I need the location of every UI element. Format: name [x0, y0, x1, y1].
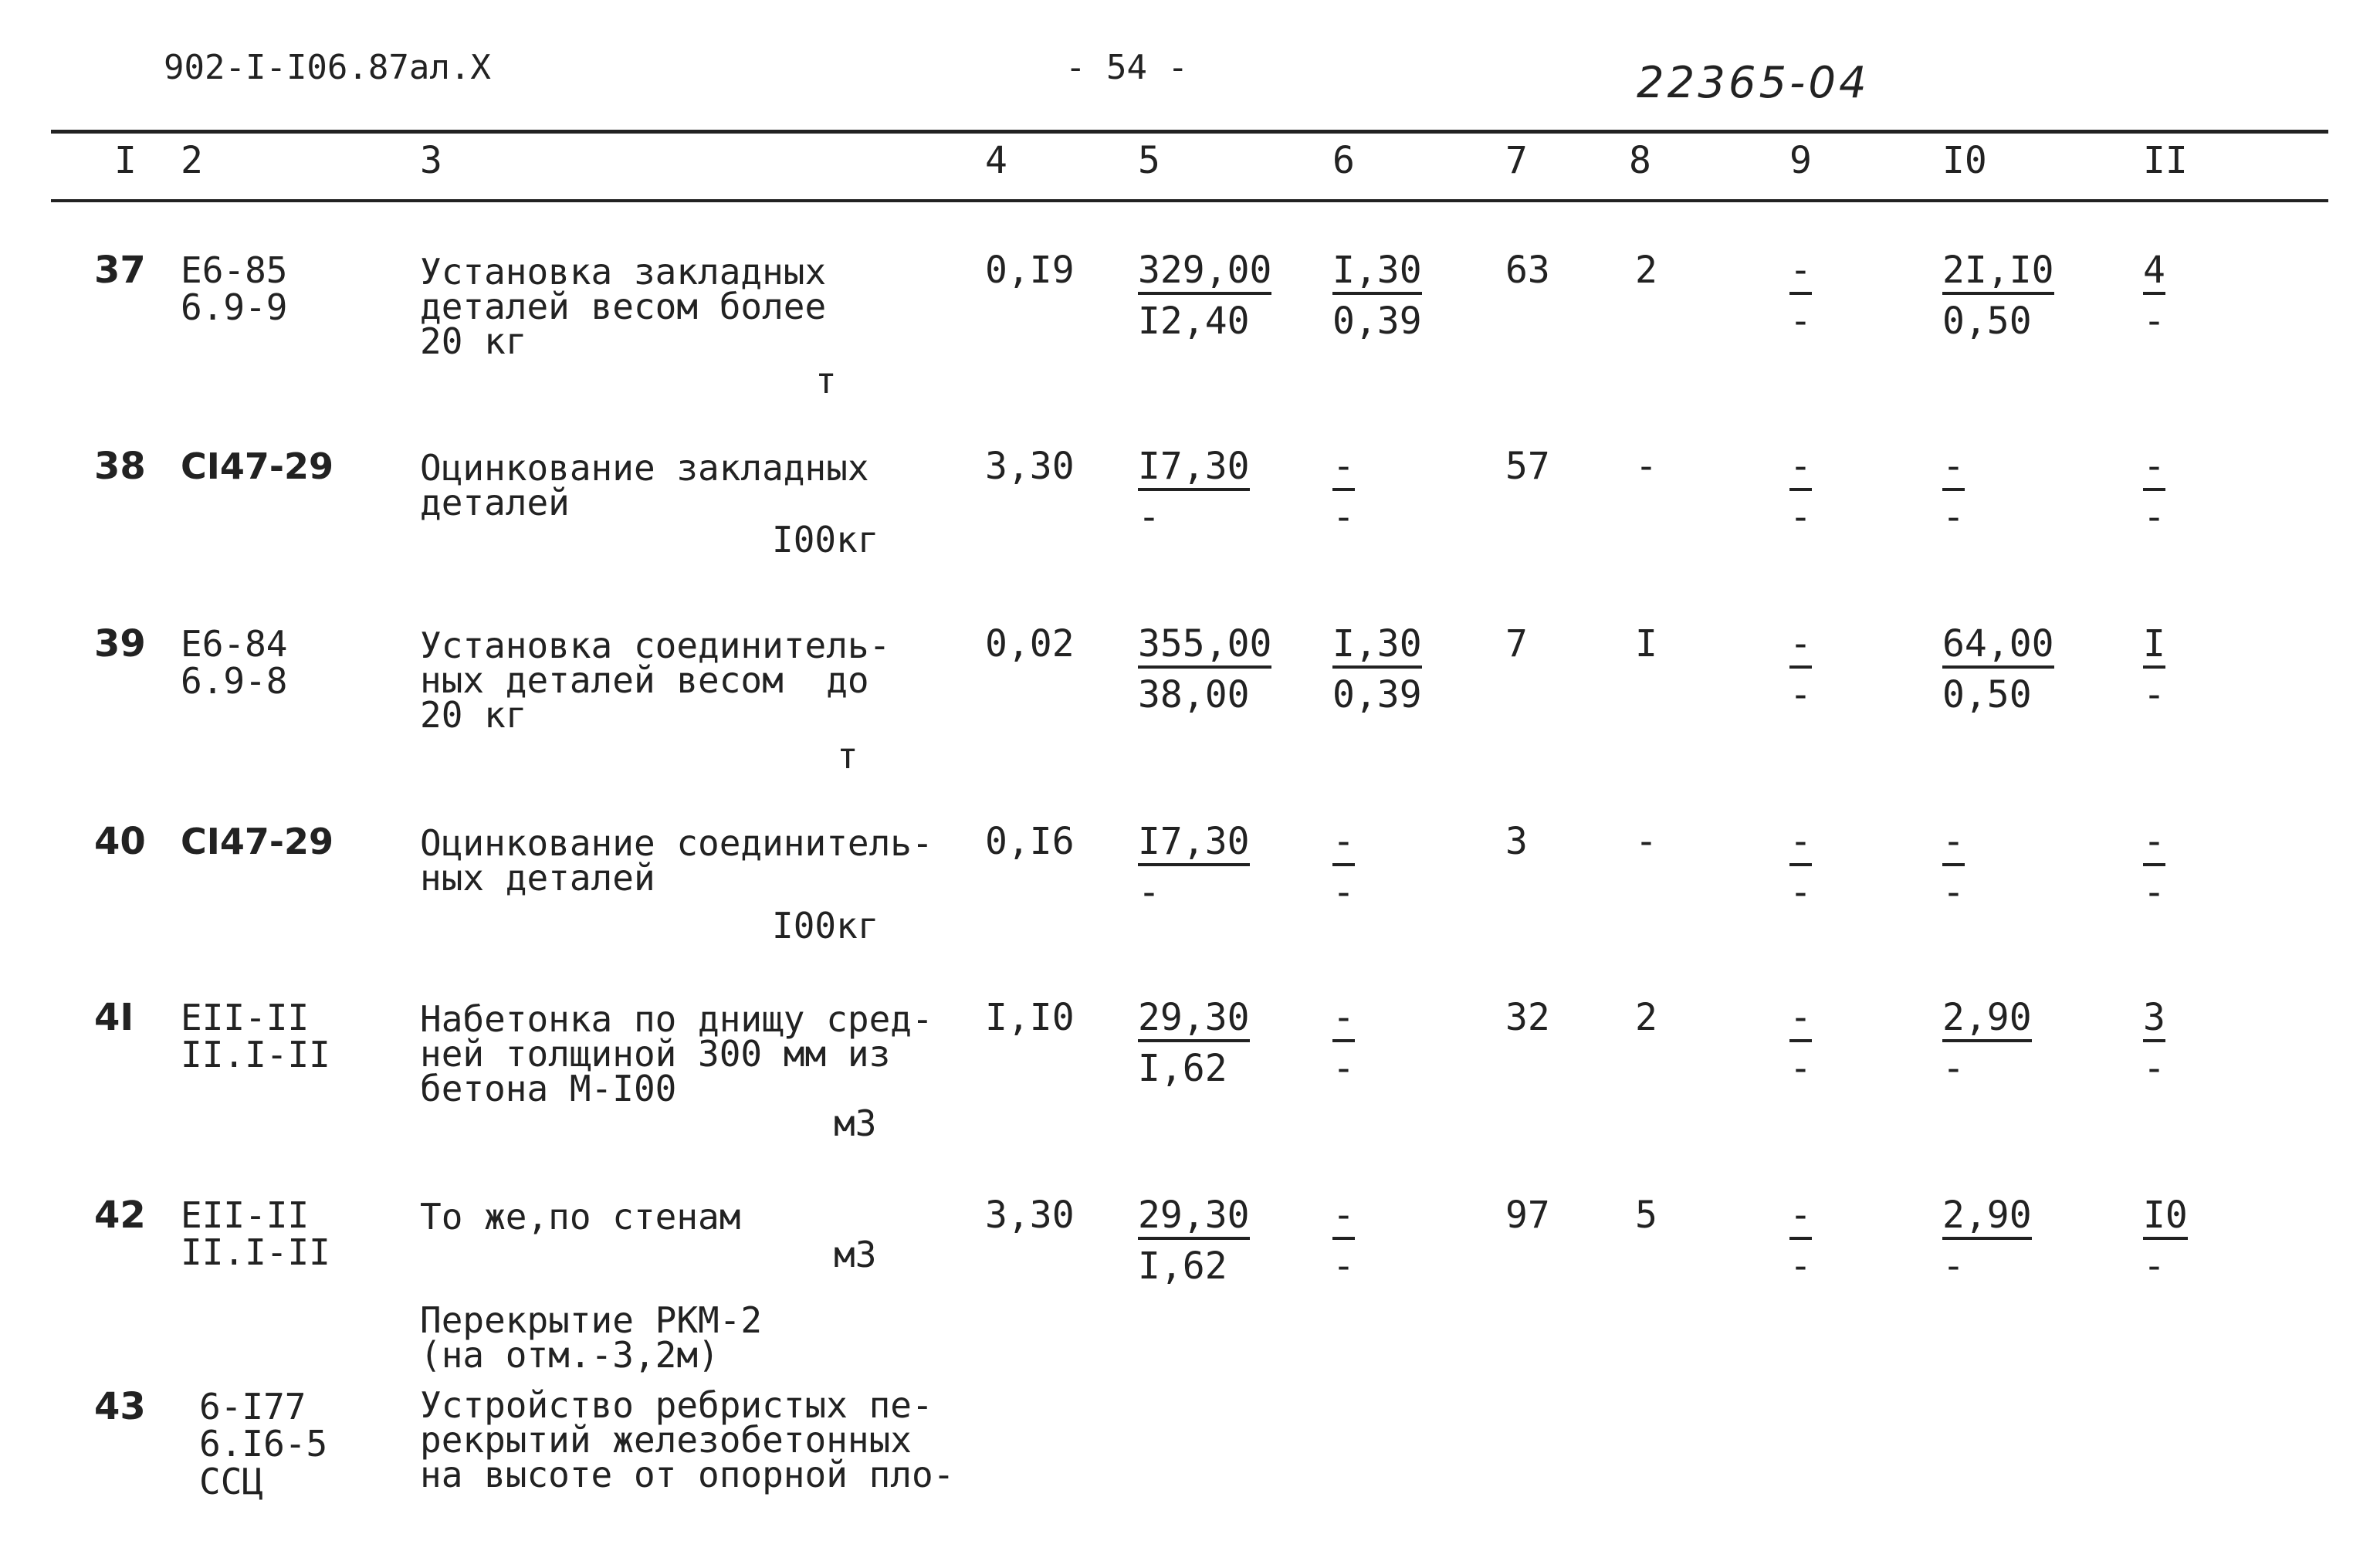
description-line: деталей — [420, 482, 570, 524]
total-cost: 3 — [1505, 820, 1528, 863]
norm-code — [181, 249, 288, 329]
quantity: I,I0 — [985, 996, 1075, 1039]
column-header-1: I — [114, 139, 137, 182]
measure-unit: т — [815, 360, 837, 401]
page-number: - 54 - — [1065, 48, 1188, 87]
column-9-bottom: - — [1789, 300, 1812, 343]
description-line: Установка закладных — [420, 251, 827, 293]
machine-cost-total: - — [1332, 1197, 1355, 1240]
labor-cost — [1942, 622, 2054, 716]
description-line: ных деталей — [420, 857, 655, 899]
labor-cost — [1942, 820, 1965, 914]
row-number: 43 — [94, 1385, 146, 1428]
column-9-bottom: - — [1789, 871, 1812, 914]
column-9-top: - — [1789, 823, 1812, 866]
column-header-10: I0 — [1942, 139, 1987, 182]
norm-code-line: 6-I77 — [199, 1386, 306, 1427]
labor-total-bottom: - — [2143, 871, 2165, 914]
norm-code-line: II.I-II — [181, 1034, 330, 1076]
column-9-top: - — [1789, 625, 1812, 669]
norm-code-line: 6.I6-5 — [199, 1423, 328, 1465]
measure-unit: I00кг — [772, 519, 879, 560]
unit-cost — [1138, 1194, 1250, 1288]
machine-cost-total: I,30 — [1332, 625, 1422, 669]
quantity: 0,02 — [985, 622, 1075, 665]
norm-code-line: E6-84 — [181, 623, 288, 665]
quantity: 3,30 — [985, 445, 1075, 488]
machine-cost-total: I,30 — [1332, 252, 1422, 295]
machine-cost-total: - — [1332, 823, 1355, 866]
description-line: на высоте от опорной пло- — [420, 1454, 955, 1496]
column-9-top: - — [1789, 448, 1812, 491]
machine-cost-wages: - — [1332, 1047, 1355, 1090]
labor-total-top: I0 — [2143, 1197, 2188, 1240]
labor-cost-machine: 0,50 — [1942, 300, 2032, 343]
column-header-7: 7 — [1505, 139, 1528, 182]
total-cost: 57 — [1505, 445, 1550, 488]
unit-cost-wages: - — [1138, 871, 1160, 914]
labor-total-bottom: - — [2143, 673, 2165, 716]
machine-cost — [1332, 996, 1355, 1090]
total-cost: 63 — [1505, 249, 1550, 292]
labor-cost-unit: - — [1942, 823, 1965, 866]
machine-cost-wages: - — [1332, 496, 1355, 539]
machine-cost-wages: - — [1332, 871, 1355, 914]
machine-cost — [1332, 249, 1422, 343]
section-heading-line: Перекрытие РКМ-2 — [420, 1299, 763, 1341]
labor-total — [2143, 249, 2165, 343]
description-line: ней толщиной 300 мм из — [420, 1033, 891, 1075]
labor-total — [2143, 622, 2165, 716]
column-header-8: 8 — [1629, 139, 1651, 182]
description-line: Оцинкование закладных — [420, 447, 869, 489]
unit-cost-wages: 38,00 — [1138, 673, 1250, 716]
unit-cost-total: 329,00 — [1138, 252, 1271, 295]
quantity: 0,I9 — [985, 249, 1075, 292]
row-number: 4I — [94, 996, 134, 1039]
unit-cost — [1138, 820, 1250, 914]
work-description — [420, 447, 869, 524]
labor-cost-machine: - — [1942, 496, 1965, 539]
column-9-value — [1789, 249, 1812, 343]
unit-cost — [1138, 249, 1272, 343]
machine-cost-wages: 0,39 — [1332, 673, 1422, 716]
norm-code — [181, 1194, 330, 1274]
description-line: 20 кг — [420, 694, 527, 737]
machine-cost-total: - — [1332, 999, 1355, 1042]
norm-code-line: E6-85 — [181, 249, 288, 291]
unit-cost-wages: I,62 — [1138, 1047, 1227, 1090]
description-line: бетона М-I00 — [420, 1068, 677, 1110]
column-9-bottom: - — [1789, 1047, 1812, 1090]
labor-cost — [1942, 249, 2054, 343]
labor-cost — [1942, 996, 2032, 1090]
labor-cost-machine: - — [1942, 871, 1965, 914]
description-line: Устройство ребристых пе- — [420, 1384, 933, 1426]
labor-total-top: I — [2143, 625, 2165, 669]
description-line: То же,по стенам — [420, 1196, 741, 1238]
labor-total-bottom: - — [2143, 496, 2165, 539]
labor-cost — [1942, 445, 1965, 539]
labor-cost-unit: - — [1942, 448, 1965, 491]
work-description — [420, 822, 933, 899]
labor-cost — [1942, 1194, 2032, 1288]
column-header-6: 6 — [1332, 139, 1355, 182]
unit-cost-wages: I,62 — [1138, 1245, 1227, 1288]
wages-total: 2 — [1635, 996, 1657, 1039]
column-header-2: 2 — [181, 139, 203, 182]
work-description — [420, 625, 891, 737]
measure-unit: т — [837, 735, 858, 777]
column-header-3: 3 — [420, 139, 442, 182]
work-description — [420, 998, 933, 1110]
row-number: 37 — [94, 249, 146, 292]
labor-total — [2143, 1194, 2188, 1288]
header-bottom-rule — [51, 199, 2328, 202]
description-line: Набетонка по днищу сред- — [420, 998, 933, 1040]
unit-cost — [1138, 622, 1272, 716]
unit-cost — [1138, 996, 1250, 1090]
labor-total — [2143, 996, 2165, 1090]
wages-total: - — [1635, 820, 1657, 863]
column-header-11: II — [2143, 139, 2188, 182]
machine-cost — [1332, 445, 1355, 539]
machine-cost — [1332, 820, 1355, 914]
total-cost: 97 — [1505, 1194, 1550, 1237]
norm-code-line: 6.9-8 — [181, 660, 288, 703]
total-cost: 7 — [1505, 622, 1528, 665]
labor-cost-machine: - — [1942, 1047, 1965, 1090]
wages-total: I — [1635, 622, 1657, 665]
column-header-5: 5 — [1138, 139, 1160, 182]
column-9-top: - — [1789, 999, 1812, 1042]
norm-code — [181, 623, 288, 703]
unit-cost-total: 29,30 — [1138, 999, 1250, 1042]
machine-cost — [1332, 1194, 1355, 1288]
wages-total: - — [1635, 445, 1657, 488]
section-heading-line: (на отм.-3,2м) — [420, 1334, 719, 1377]
labor-total — [2143, 445, 2165, 539]
quantity: 3,30 — [985, 1194, 1075, 1237]
work-description — [420, 1196, 741, 1238]
labor-cost-machine: 0,50 — [1942, 673, 2032, 716]
labor-total-top: - — [2143, 448, 2165, 491]
column-9-value — [1789, 1194, 1812, 1288]
unit-cost-total: 29,30 — [1138, 1197, 1250, 1240]
machine-cost-wages: - — [1332, 1245, 1355, 1288]
description-line: Оцинкование соединитель- — [420, 822, 933, 864]
norm-code — [181, 445, 333, 487]
description-line: Установка соединитель- — [420, 625, 891, 666]
row-number: 40 — [94, 820, 146, 863]
unit-cost — [1138, 445, 1250, 539]
norm-code — [199, 1388, 327, 1500]
row-number: 39 — [94, 622, 146, 665]
description-line: деталей весом более — [420, 286, 827, 328]
machine-cost-total: - — [1332, 448, 1355, 491]
work-description — [420, 1384, 955, 1496]
column-9-value — [1789, 820, 1812, 914]
labor-cost-unit: 2I,I0 — [1942, 252, 2054, 295]
work-description — [420, 251, 827, 363]
labor-total-bottom: - — [2143, 1245, 2165, 1288]
norm-code-line: CI47-29 — [181, 445, 333, 487]
column-header-4: 4 — [985, 139, 1007, 182]
column-9-bottom: - — [1789, 673, 1812, 716]
quantity: 0,I6 — [985, 820, 1075, 863]
wages-total: 5 — [1635, 1194, 1657, 1237]
column-9-bottom: - — [1789, 496, 1812, 539]
labor-cost-machine: - — [1942, 1245, 1965, 1288]
column-9-top: - — [1789, 252, 1812, 295]
labor-total-bottom: - — [2143, 300, 2165, 343]
column-9-value — [1789, 996, 1812, 1090]
column-9-value — [1789, 445, 1812, 539]
machine-cost-wages: 0,39 — [1332, 300, 1422, 343]
norm-code — [181, 999, 330, 1074]
norm-code-line: EII-II — [181, 997, 310, 1038]
column-9-value — [1789, 622, 1812, 716]
norm-code-line: II.I-II — [181, 1231, 330, 1274]
labor-total-top: 4 — [2143, 252, 2165, 295]
total-cost: 32 — [1505, 996, 1550, 1039]
labor-total — [2143, 820, 2165, 914]
norm-code-line: CI47-29 — [181, 821, 333, 862]
unit-cost-wages: I2,40 — [1138, 300, 1250, 343]
norm-code — [181, 823, 333, 860]
norm-code-line: ССЦ — [199, 1460, 264, 1502]
labor-cost-unit: 2,90 — [1942, 1197, 2032, 1240]
description-line: рекрытий железобетонных — [420, 1419, 912, 1461]
labor-cost-unit: 64,00 — [1942, 625, 2054, 669]
labor-cost-unit: 2,90 — [1942, 999, 2032, 1042]
document-code: 902-I-I06.87ал.X — [164, 48, 491, 87]
unit-cost-total: I7,30 — [1138, 823, 1250, 866]
column-header-9: 9 — [1789, 139, 1812, 182]
norm-code-line: 6.9-9 — [181, 286, 288, 329]
measure-unit: м3 — [834, 1234, 877, 1275]
measure-unit: м3 — [834, 1102, 877, 1144]
row-number: 42 — [94, 1194, 146, 1237]
top-rule — [51, 130, 2328, 134]
row-number: 38 — [94, 445, 146, 488]
unit-cost-total: 355,00 — [1138, 625, 1271, 669]
labor-total-top: - — [2143, 823, 2165, 866]
labor-total-bottom: - — [2143, 1047, 2165, 1090]
norm-code-line: EII-II — [181, 1194, 310, 1236]
unit-cost-wages: - — [1138, 496, 1160, 539]
wages-total: 2 — [1635, 249, 1657, 292]
column-9-bottom: - — [1789, 1245, 1812, 1288]
machine-cost — [1332, 622, 1422, 716]
section-heading — [420, 1299, 763, 1377]
inventory-number: 22365-04 — [1637, 58, 1870, 108]
column-9-top: - — [1789, 1197, 1812, 1240]
measure-unit: I00кг — [772, 905, 879, 947]
labor-total-top: 3 — [2143, 999, 2165, 1042]
description-line: ных деталей весом до — [420, 659, 869, 702]
description-line: 20 кг — [420, 320, 527, 363]
unit-cost-total: I7,30 — [1138, 448, 1250, 491]
